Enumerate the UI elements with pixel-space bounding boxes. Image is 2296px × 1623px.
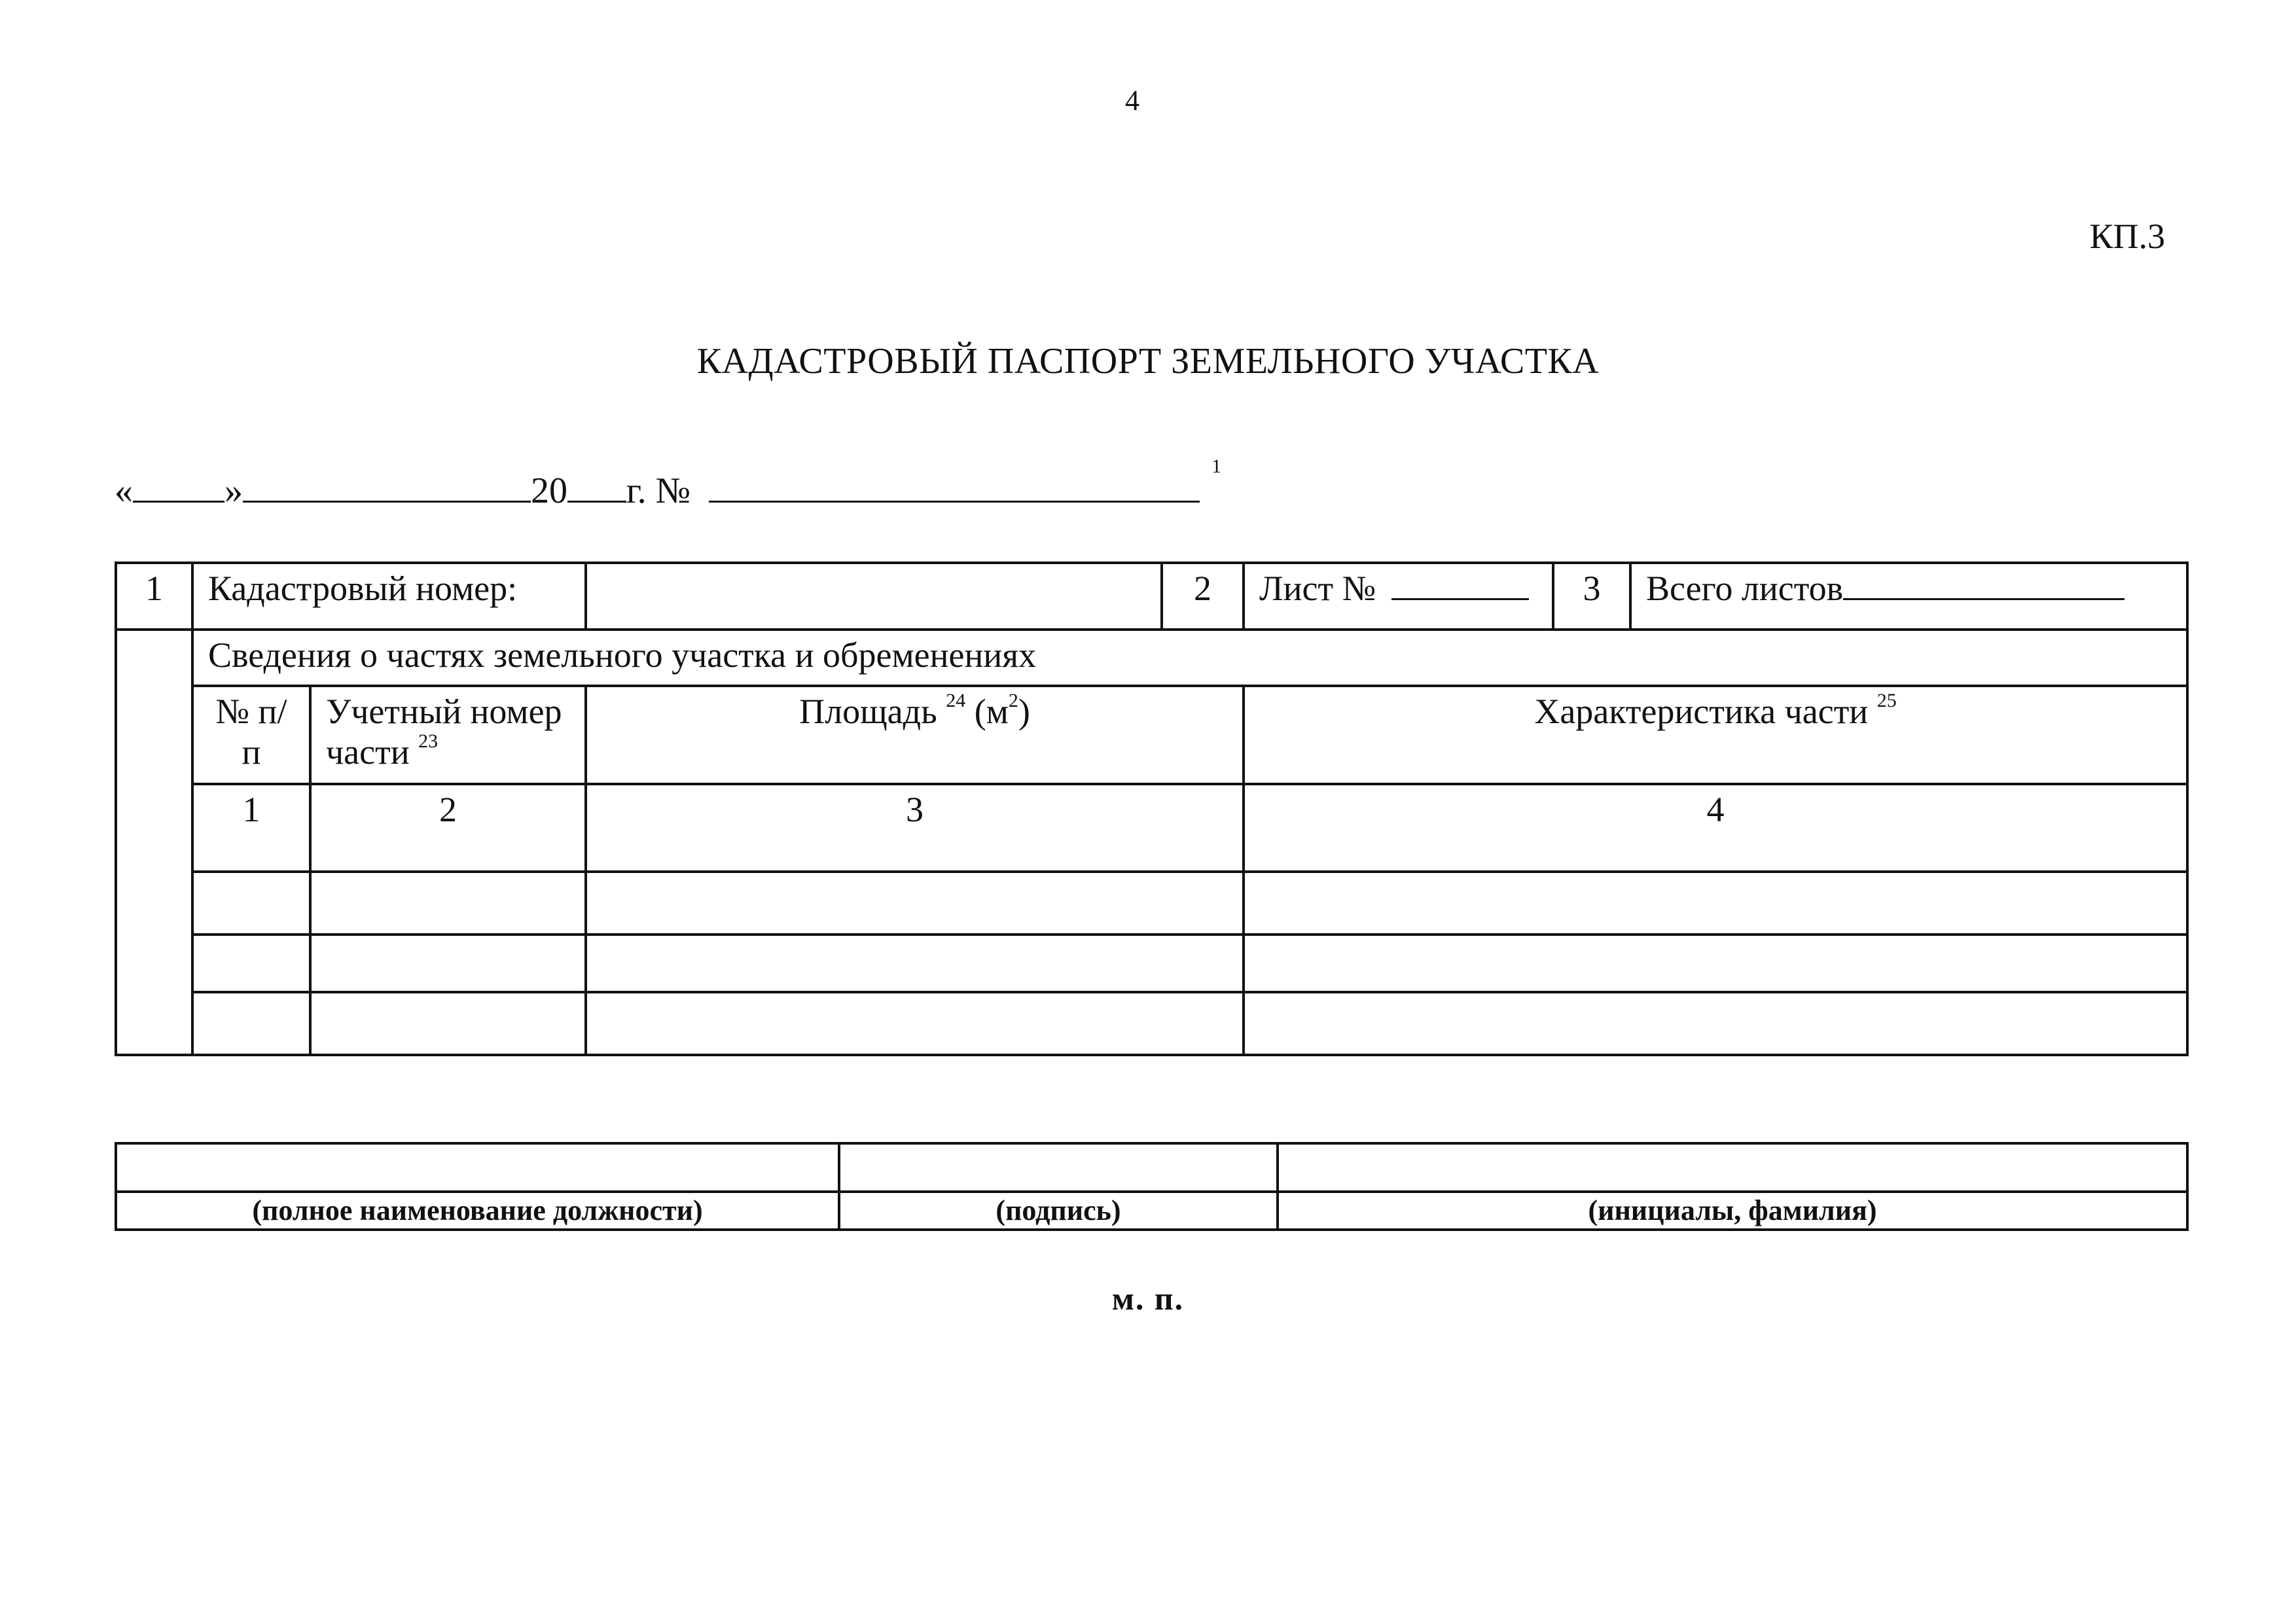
name-caption: (инициалы, фамилия): [1278, 1192, 2187, 1230]
date-open-quote: «: [115, 471, 133, 511]
section-title: Сведения о частях земельного участка и обременениях: [192, 630, 2187, 686]
left-margin-cell: [116, 630, 192, 1055]
table-row: [116, 992, 2187, 1055]
table-row: [116, 872, 2187, 935]
position-field[interactable]: [116, 1143, 839, 1192]
form-code: КП.3: [2089, 217, 2165, 256]
day-field[interactable]: [133, 472, 224, 503]
table-cell[interactable]: [586, 992, 1244, 1055]
table-cell[interactable]: [586, 935, 1244, 992]
table-cell[interactable]: [1244, 992, 2187, 1055]
total-sheets-field[interactable]: [1843, 569, 2125, 600]
table-cell[interactable]: [310, 992, 586, 1055]
table-cell[interactable]: [1244, 872, 2187, 935]
year-prefix: 20: [531, 471, 567, 511]
signature-captions-row: [116, 1192, 2187, 1230]
unit-superscript: 2: [1008, 690, 1018, 711]
col-number: 3: [586, 784, 1244, 872]
footnote-23: 23: [418, 730, 439, 753]
header-row: [116, 563, 2187, 630]
sheet-number-field[interactable]: [1391, 569, 1529, 600]
total-sheets-cell: [1630, 563, 2187, 630]
cadastral-number-label: Кадастровый номер:: [192, 563, 586, 630]
table-cell[interactable]: [192, 872, 310, 935]
total-sheets-label: Всего листов: [1646, 569, 1844, 608]
date-footnote: 1: [1211, 455, 1222, 478]
document-number-field[interactable]: [709, 472, 1200, 503]
cadastral-number-field[interactable]: [586, 563, 1162, 630]
table-cell[interactable]: [586, 872, 1244, 935]
col-header-characteristic: Характеристика части $^{25}$: [1244, 686, 2187, 784]
signature-fields-row: [116, 1143, 2187, 1192]
sheet-number-cell: [1244, 563, 1553, 630]
table-cell[interactable]: [192, 935, 310, 992]
signature-caption: (подпись): [839, 1192, 1278, 1230]
document-title: КАДАСТРОВЫЙ ПАСПОРТ ЗЕМЕЛЬНОГО УЧАСТКА: [696, 341, 1600, 382]
cell-number-1: 1: [116, 563, 192, 630]
month-field[interactable]: [243, 472, 531, 503]
signature-table: [115, 1142, 2189, 1231]
position-caption: (полное наименование должности): [116, 1192, 839, 1230]
footnote-24: 24: [946, 690, 966, 711]
date-close-quote: »: [224, 471, 243, 511]
table-cell[interactable]: [310, 935, 586, 992]
col-number: 1: [192, 784, 310, 872]
table-cell[interactable]: [192, 992, 310, 1055]
col-number: 4: [1244, 784, 2187, 872]
section-title-row: [116, 630, 2187, 686]
table-cell[interactable]: [1244, 935, 2187, 992]
signature-field[interactable]: [839, 1143, 1278, 1192]
col-number: 2: [310, 784, 586, 872]
footnote-25: 25: [1876, 690, 1897, 711]
column-header-row: [116, 686, 2187, 784]
table-cell[interactable]: [310, 872, 586, 935]
sheet-number-label: Лист №: [1259, 569, 1376, 608]
page-number: 4: [1125, 84, 1139, 116]
cadastral-table: [115, 562, 2189, 1056]
col-header-area: Площадь $^{24}$ $(м^2)$: [586, 686, 1244, 784]
cell-number-2: 2: [1162, 563, 1244, 630]
date-line: [115, 455, 1222, 512]
cell-number-3: 3: [1553, 563, 1630, 630]
name-field[interactable]: [1278, 1143, 2187, 1192]
col-header-index: № п/п: [192, 686, 310, 784]
col-header-account-number: Учетный номер части $^{23}$: [310, 686, 586, 784]
year-suffix: г. №: [626, 471, 691, 511]
stamp-place-label: м. п.: [1111, 1280, 1185, 1317]
table-row: [116, 935, 2187, 992]
year-field[interactable]: [567, 472, 626, 503]
column-number-row: [116, 784, 2187, 872]
